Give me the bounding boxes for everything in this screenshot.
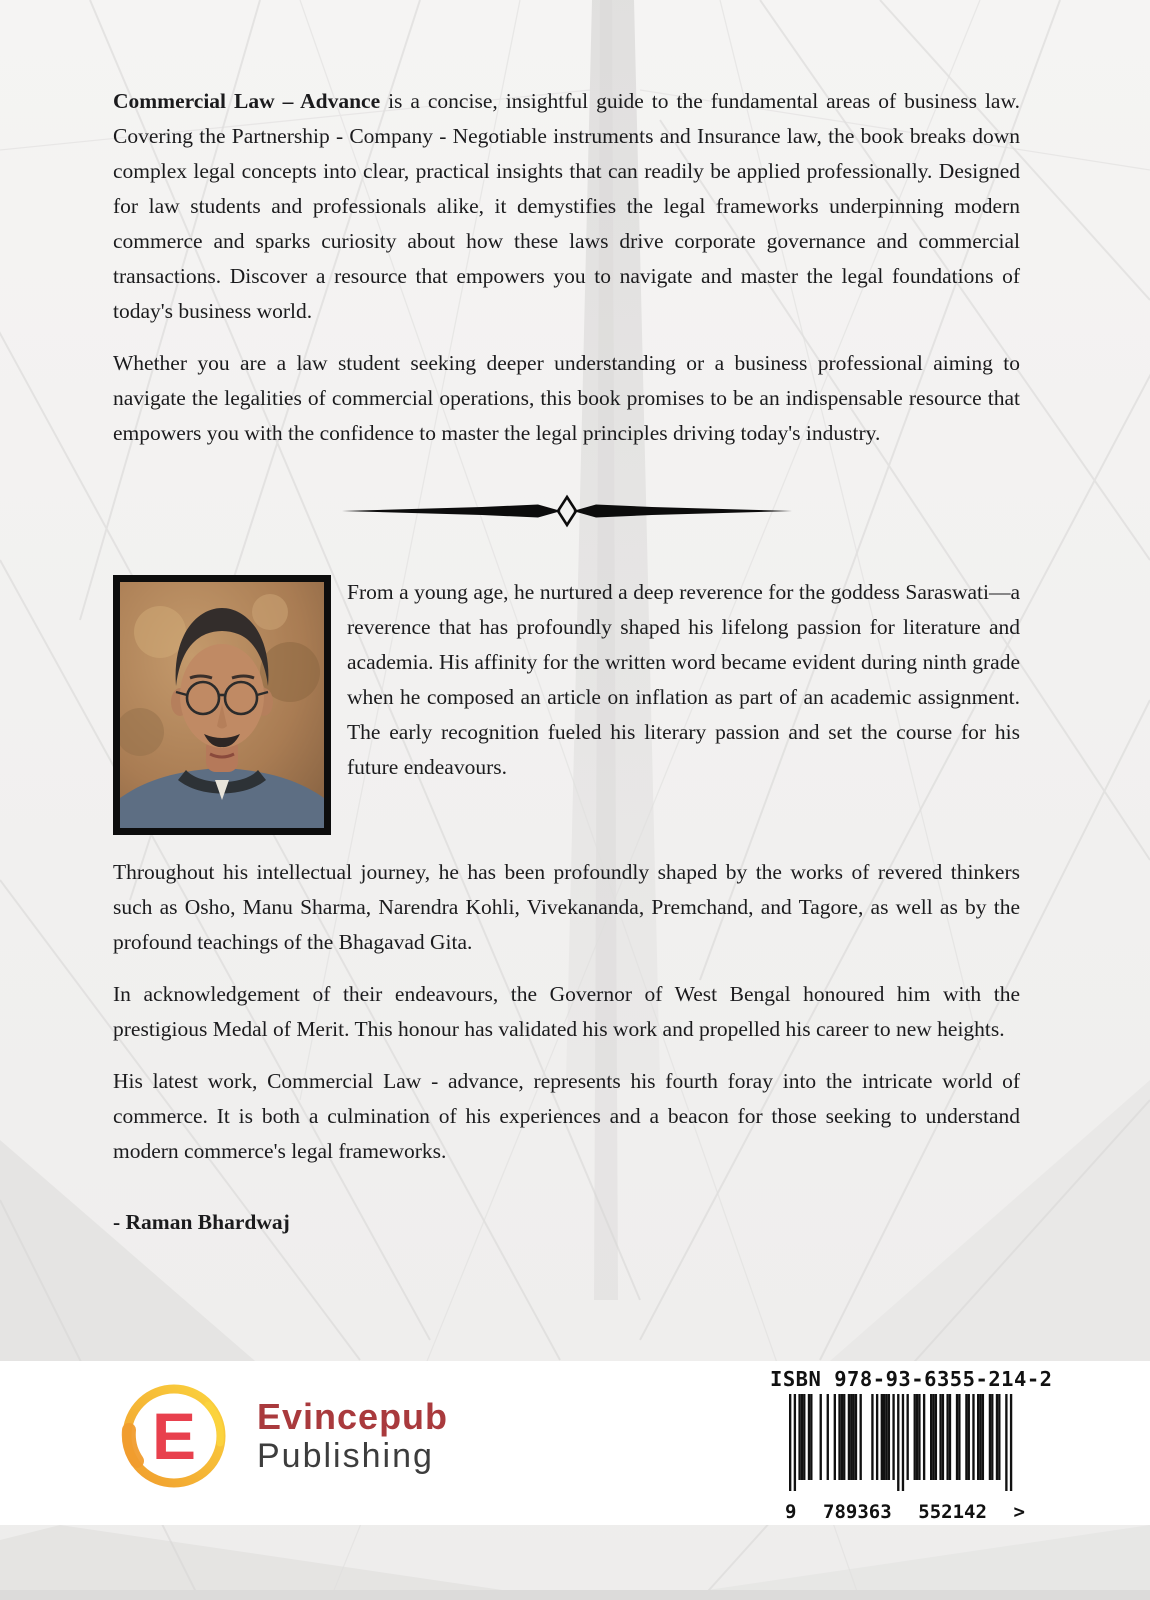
barcode-digits-right: 552142 [918,1501,987,1523]
publisher-type: Publishing [257,1437,434,1476]
evincepub-wordmark [257,1396,448,1476]
barcode-digit-lead: 9 [785,1501,797,1523]
publisher-name: Evincepub [257,1395,449,1437]
author-bio-paragraph-3: In acknowledgement of their endeavours, the Governor of West Bengal honoured him with the prestigious Medal of Merit. This honour has validated his work and propelled his career to new heights. [113,982,1020,1041]
author-portrait-illustration [120,582,324,828]
barcode-digits-left: 789363 [823,1501,892,1523]
author-signature: - Raman Bhardwaj [113,1210,290,1234]
author-bio-paragraph-4: His latest work, Commercial Law - advance, represents his fourth foray into the intricate world of commerce. It is both a culmination of his experiences and a beacon for those seeking to understand modern commerce's legal frameworks. [113,1069,1020,1163]
barcode-trailer: > [1013,1501,1025,1523]
author-section [113,575,1020,835]
book-title-lead: Commercial Law – Advance [113,89,381,113]
author-bio-paragraph-2: Throughout his intellectual journey, he has been profoundly shaped by the works of revered thinkers such as Osho, Manu Sharma, Narendra Kohli, Vivekananda, Premchand, and Tagore, as well as by the profound teachings of the Bhagavad Gita. [113,860,1020,954]
synopsis-paragraph-1-body: is a concise, insightful guide to the fundamental areas of business law. Covering the Partnership - Company - Negotiable instruments and Insurance law, the book breaks down complex legal concepts into clear, practical insights that can readily be applied professionally. Designed for law students and professionals alike, it demystifies the legal frameworks underpinning modern commerce and sparks curiosity about how these laws drive corporate governance and commercial transactions. Discover a resource that empowers you to navigate and master the legal foundations of today's business world. [113,89,1020,323]
publisher-band [0,1361,1150,1525]
cover-bottom-edge [0,1590,1150,1600]
isbn-block [770,1367,1053,1523]
synopsis-paragraph-1 [113,84,1020,329]
ean13-barcode [785,1394,1025,1523]
evincepub-logo-letter: E [151,1399,197,1473]
synopsis-paragraph-2: Whether you are a law student seeking deeper understanding or a business professional aiming to navigate the legalities of commercial operations, this book promises to be an indispensable resource that empowers you with the confidence to master the legal principles driving today's industry. [113,351,1020,445]
evincepub-logo [113,1375,448,1497]
author-photo [113,575,331,835]
ornamental-divider [342,493,792,529]
barcode-digits [785,1501,1025,1523]
author-bio-paragraph-1: From a young age, he nurtured a deep reverence for the goddess Saraswati—a reverence that has profoundly shaped his lifelong passion for literature and academia. His affinity for the written word became evident during ninth grade when he composed an article on inflation as part of an academic assignment. The early recognition fueled his literary passion and set the course for his future endeavours. [347,580,1020,779]
isbn-label: ISBN 978-93-6355-214-2 [770,1367,1053,1391]
back-cover-text [113,84,1020,1257]
evincepub-logo-ring-icon [113,1375,235,1497]
